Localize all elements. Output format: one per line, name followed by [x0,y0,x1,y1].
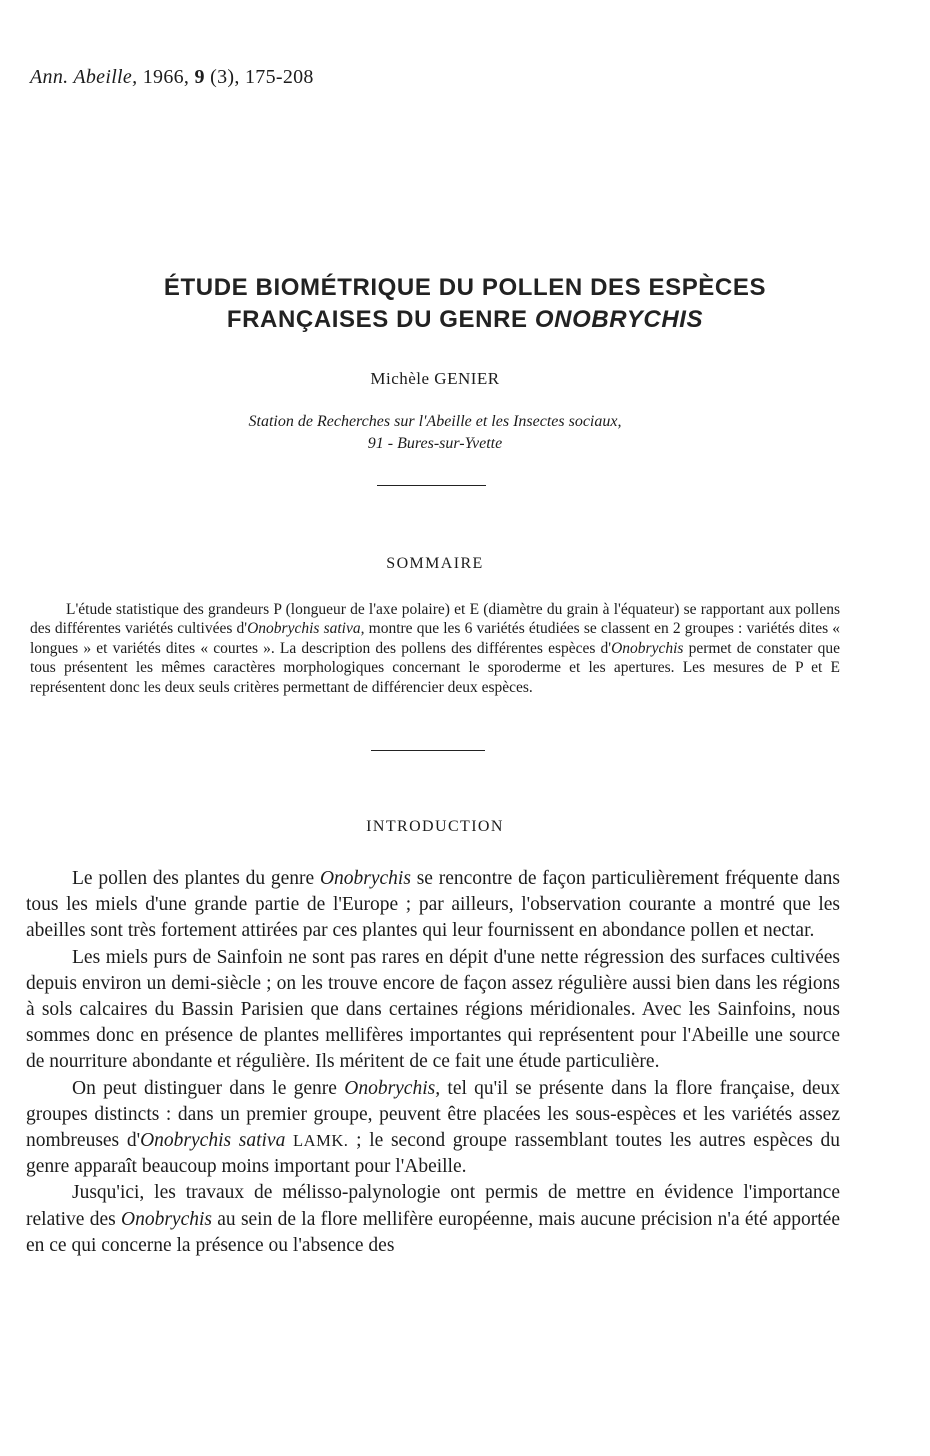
affiliation-line-2: 91 - Bures-sur-Yvette [367,435,503,452]
affiliation-line-1: Station de Recherches sur l'Abeille et les Insectes sociaux, [248,413,622,430]
title-line-2 [0,304,930,336]
summary-species-2: Onobrychis [611,639,684,657]
introduction-body [26,866,840,1259]
journal-year: 1966, [142,66,190,88]
journal-citation [30,66,314,89]
summary-text-1: L'étude statistique des grandeurs P (longueur de l'axe polaire) et E (diamètre du grain à l'équateur) se rapportant aux pollens des différentes variétés cultivées d' [30,601,840,638]
intro-p3-author-abbrev: LAMK. [293,1131,349,1151]
intro-p3-text-b: tel qu'il se présente dans la flore française, deux groupes distincts : dans un premier groupe, peuvent être placées les sous-espèces et les variétés assez nombreuses d' [26,1077,840,1152]
intro-p1-genus: Onobrychis [319,868,411,889]
intro-p3-genus: Onobrychis, [344,1077,441,1099]
intro-paragraph-4 [26,1180,840,1259]
summary-text-3: permet de constater que tous présentent les mêmes caractères morphologiques concernant le sporoderme et les apertures. Les mesures de P et E représentent donc les deux seuls critères permettant de différencier deux espèces. [30,639,840,696]
intro-p3-species: Onobrychis sativa [140,1130,286,1152]
author-name: Michèle GENIER [370,369,500,388]
intro-p4-genus: Onobrychis [121,1208,212,1230]
intro-p4-text-a: Jusqu'ici, les travaux de mélisso-palynologie ont permis de mettre en évidence l'importance relative des [26,1182,840,1230]
summary-paragraph [30,600,840,697]
intro-p4-text-b: au sein de la flore mellifère européenne, mais aucune précision n'a été apportée en ce qui concerne la présence ou l'absence des [26,1208,840,1256]
title-line-2-text: FRANÇAISES DU GENRE [226,306,535,333]
intro-p3-text-a: On peut distinguer dans le genre [72,1077,345,1099]
journal-issue-pages: (3), 175-208 [210,66,314,88]
summary-heading: SOMMAIRE [386,555,484,572]
journal-name: Ann. Abeille, [30,66,138,88]
separator-rule [371,750,485,751]
intro-p1-text-b: se rencontre de façon particulièrement fréquente dans tous les miels d'une grande partie de l'Europe ; par ailleurs, l'observation courante a montré que les abeilles sont très fortement attirées par ces plantes qui leur fournissent en abondance pollen et nectar. [26,868,840,942]
intro-paragraph-2: Les miels purs de Sainfoin ne sont pas rares en dépit d'une nette régression des surfaces cultivées depuis environ un demi-siècle ; on les trouve encore de façon assez régulière aussi bien dans les régions à sols calcaires du Bassin Parisien que dans certaines régions méridionales. Avec les Sainfoins, nous sommes donc en présence de plantes mellifères importantes qui représentent pour l'Abeille une source de nourriture abondante et régulière. Ils méritent de ce fait une étude particulière. [26,946,840,1073]
title-line-1: ÉTUDE BIOMÉTRIQUE DU POLLEN DES ESPÈCES [163,274,767,301]
paper-title [0,272,930,336]
intro-p3-text-c: ; le second groupe rassemblant toutes les autres espèces du genre apparaît beaucoup moins important pour l'Abeille. [26,1130,840,1178]
separator-rule [377,485,486,486]
title-genus: ONOBRYCHIS [534,306,704,333]
intro-paragraph-3 [26,1076,840,1181]
intro-paragraph-1 [26,866,840,945]
summary-text-2: montre que les 6 variétés étudiées se classent en 2 groupes : variétés dites « longues » et variétés dites « courtes ». La description des pollens des différentes espèces d' [30,620,841,657]
journal-volume: 9 [194,66,205,88]
summary-text [30,600,840,697]
intro-p1-text-a: Le pollen des plantes du genre [72,868,320,889]
affiliation [0,411,870,455]
summary-species-1: Onobrychis sativa, [247,620,365,638]
introduction-heading: INTRODUCTION [366,818,504,835]
